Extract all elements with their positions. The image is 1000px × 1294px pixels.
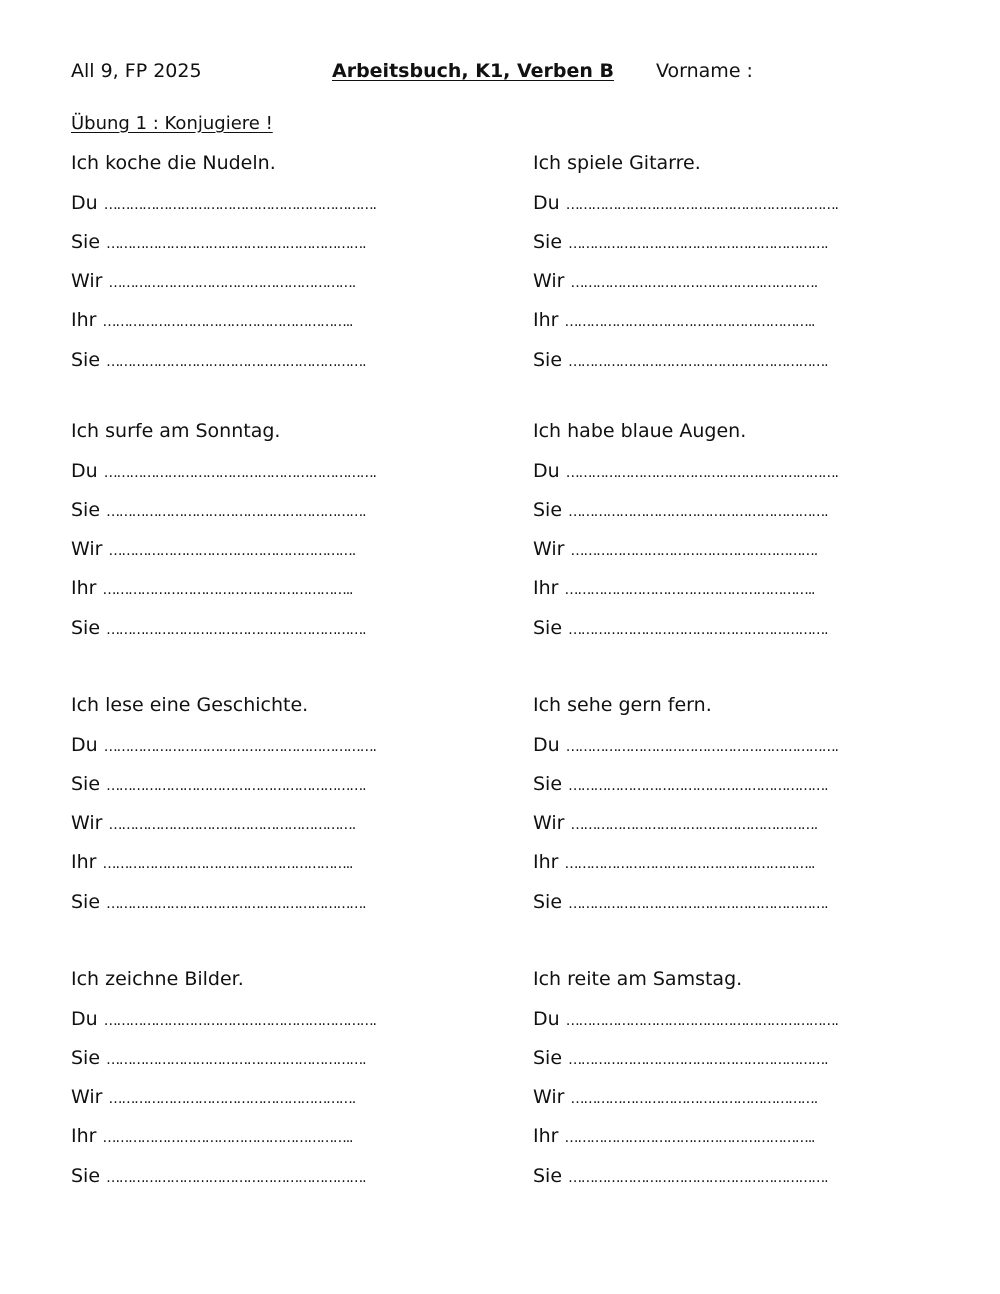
answer-blank[interactable]: ……………………………………………………….: [565, 739, 838, 755]
answer-line[interactable]: [533, 269, 817, 295]
answer-line[interactable]: [533, 1046, 827, 1072]
answer-line[interactable]: [71, 308, 352, 334]
answer-blank[interactable]: …………………………………………………….: [568, 504, 828, 520]
pronoun-label: Sie: [71, 1165, 101, 1187]
answer-blank[interactable]: …………………………………………………….: [106, 622, 366, 638]
answer-line[interactable]: [71, 1124, 352, 1150]
answer-blank[interactable]: ……………………………………………………….: [103, 739, 376, 755]
answer-line[interactable]: [533, 498, 827, 524]
answer-line[interactable]: [71, 1085, 355, 1111]
answer-blank[interactable]: …………………………………………………….: [106, 1052, 366, 1068]
answer-line[interactable]: [533, 191, 838, 217]
pronoun-label: Sie: [71, 773, 101, 795]
answer-blank[interactable]: …………………………………………………..: [102, 856, 353, 872]
pronoun-label: Sie: [533, 1165, 563, 1187]
pronoun-label: Wir: [71, 538, 103, 560]
pronoun-label: Wir: [533, 812, 565, 834]
answer-line[interactable]: [71, 1007, 376, 1033]
answer-line[interactable]: [533, 772, 827, 798]
answer-blank[interactable]: …………………………………………………….: [106, 778, 366, 794]
sentence-prompt: Ich lese eine Geschichte.: [71, 694, 309, 716]
sentence-prompt: Ich habe blaue Augen.: [533, 420, 747, 442]
answer-line[interactable]: [533, 348, 827, 374]
pronoun-label: Ihr: [533, 1125, 559, 1147]
answer-line[interactable]: [71, 348, 365, 374]
answer-blank[interactable]: ……………………………………………………….: [565, 1013, 838, 1029]
page-title: Arbeitsbuch, K1, Verben B: [332, 60, 615, 82]
answer-blank[interactable]: …………………………………………………….: [106, 354, 366, 370]
header-course: All 9, FP 2025: [71, 60, 202, 82]
pronoun-label: Wir: [533, 538, 565, 560]
pronoun-label: Du: [71, 192, 98, 214]
pronoun-label: Sie: [533, 231, 563, 253]
pronoun-label: Sie: [71, 617, 101, 639]
answer-blank[interactable]: …………………………………………………….: [106, 504, 366, 520]
answer-blank[interactable]: …………………………………………………….: [106, 236, 366, 252]
answer-blank[interactable]: …………………………………………………….: [568, 896, 828, 912]
answer-line[interactable]: [533, 616, 827, 642]
answer-blank[interactable]: …………………………………………………..: [102, 314, 353, 330]
first-name-label: Vorname :: [656, 60, 753, 82]
pronoun-label: Wir: [71, 270, 103, 292]
answer-line[interactable]: [71, 772, 365, 798]
pronoun-label: Ihr: [533, 577, 559, 599]
answer-line[interactable]: [71, 191, 376, 217]
pronoun-label: Ihr: [71, 577, 97, 599]
answer-line[interactable]: [71, 1164, 365, 1190]
answer-blank[interactable]: ………………………………………………….: [108, 543, 355, 559]
pronoun-label: Wir: [71, 812, 103, 834]
pronoun-label: Sie: [533, 617, 563, 639]
answer-line[interactable]: [533, 1124, 814, 1150]
pronoun-label: Du: [533, 734, 560, 756]
pronoun-label: Sie: [533, 499, 563, 521]
pronoun-label: Sie: [71, 499, 101, 521]
answer-line[interactable]: [71, 616, 365, 642]
pronoun-label: Sie: [533, 349, 563, 371]
answer-blank[interactable]: …………………………………………………..: [564, 1130, 815, 1146]
answer-line[interactable]: [71, 498, 365, 524]
sentence-prompt: Ich zeichne Bilder.: [71, 968, 244, 990]
answer-line[interactable]: [533, 733, 838, 759]
answer-line[interactable]: [533, 890, 827, 916]
answer-line[interactable]: [71, 459, 376, 485]
pronoun-label: Sie: [71, 349, 101, 371]
pronoun-label: Wir: [71, 1086, 103, 1108]
answer-blank[interactable]: ………………………………………………….: [570, 275, 817, 291]
answer-blank[interactable]: ……………………………………………………….: [565, 465, 838, 481]
answer-line[interactable]: [71, 1046, 365, 1072]
answer-blank[interactable]: ……………………………………………………….: [565, 197, 838, 213]
sentence-prompt: Ich koche die Nudeln.: [71, 152, 276, 174]
answer-blank[interactable]: …………………………………………………….: [106, 1170, 366, 1186]
pronoun-label: Ihr: [533, 851, 559, 873]
answer-blank[interactable]: …………………………………………………….: [568, 1170, 828, 1186]
answer-blank[interactable]: …………………………………………………..: [102, 582, 353, 598]
pronoun-label: Wir: [533, 270, 565, 292]
pronoun-label: Ihr: [533, 309, 559, 331]
answer-blank[interactable]: ………………………………………………….: [108, 817, 355, 833]
answer-blank[interactable]: …………………………………………………….: [568, 1052, 828, 1068]
answer-line[interactable]: [71, 269, 355, 295]
answer-blank[interactable]: …………………………………………………….: [568, 778, 828, 794]
pronoun-label: Ihr: [71, 851, 97, 873]
pronoun-label: Du: [533, 192, 560, 214]
answer-line[interactable]: [71, 890, 365, 916]
answer-blank[interactable]: …………………………………………………..: [564, 314, 815, 330]
answer-blank[interactable]: ……………………………………………………….: [103, 465, 376, 481]
answer-blank[interactable]: ………………………………………………….: [108, 275, 355, 291]
answer-blank[interactable]: ………………………………………………….: [570, 1091, 817, 1107]
answer-line[interactable]: [533, 459, 838, 485]
answer-line[interactable]: [533, 1007, 838, 1033]
answer-blank[interactable]: ………………………………………………….: [570, 817, 817, 833]
pronoun-label: Sie: [533, 891, 563, 913]
pronoun-label: Sie: [71, 1047, 101, 1069]
answer-line[interactable]: [533, 1164, 827, 1190]
pronoun-label: Wir: [533, 1086, 565, 1108]
answer-line[interactable]: [71, 230, 365, 256]
answer-blank[interactable]: …………………………………………………..: [564, 582, 815, 598]
pronoun-label: Du: [71, 1008, 98, 1030]
answer-blank[interactable]: …………………………………………………….: [568, 354, 828, 370]
answer-line[interactable]: [533, 811, 817, 837]
pronoun-label: Du: [533, 1008, 560, 1030]
pronoun-label: Sie: [71, 231, 101, 253]
pronoun-label: Sie: [533, 1047, 563, 1069]
answer-blank[interactable]: …………………………………………………..: [102, 1130, 353, 1146]
answer-line[interactable]: [71, 733, 376, 759]
answer-line[interactable]: [533, 230, 827, 256]
answer-blank[interactable]: …………………………………………………….: [568, 236, 828, 252]
answer-blank[interactable]: …………………………………………………….: [568, 622, 828, 638]
pronoun-label: Du: [533, 460, 560, 482]
answer-line[interactable]: [533, 308, 814, 334]
answer-line[interactable]: [71, 850, 352, 876]
pronoun-label: Ihr: [71, 309, 97, 331]
sentence-prompt: Ich surfe am Sonntag.: [71, 420, 281, 442]
answer-line[interactable]: [533, 537, 817, 563]
sentence-prompt: Ich spiele Gitarre.: [533, 152, 701, 174]
pronoun-label: Ihr: [71, 1125, 97, 1147]
answer-blank[interactable]: ……………………………………………………….: [103, 197, 376, 213]
answer-line[interactable]: [71, 811, 355, 837]
answer-line[interactable]: [533, 1085, 817, 1111]
answer-line[interactable]: [533, 850, 814, 876]
answer-line[interactable]: [71, 576, 352, 602]
answer-line[interactable]: [71, 537, 355, 563]
answer-blank[interactable]: …………………………………………………..: [564, 856, 815, 872]
pronoun-label: Du: [71, 460, 98, 482]
pronoun-label: Sie: [71, 891, 101, 913]
exercise-title: Übung 1 : Konjugiere !: [71, 113, 273, 134]
answer-blank[interactable]: ………………………………………………….: [108, 1091, 355, 1107]
answer-blank[interactable]: ……………………………………………………….: [103, 1013, 376, 1029]
answer-blank[interactable]: …………………………………………………….: [106, 896, 366, 912]
pronoun-label: Sie: [533, 773, 563, 795]
sentence-prompt: Ich sehe gern fern.: [533, 694, 712, 716]
sentence-prompt: Ich reite am Samstag.: [533, 968, 743, 990]
pronoun-label: Du: [71, 734, 98, 756]
answer-line[interactable]: [533, 576, 814, 602]
answer-blank[interactable]: ………………………………………………….: [570, 543, 817, 559]
